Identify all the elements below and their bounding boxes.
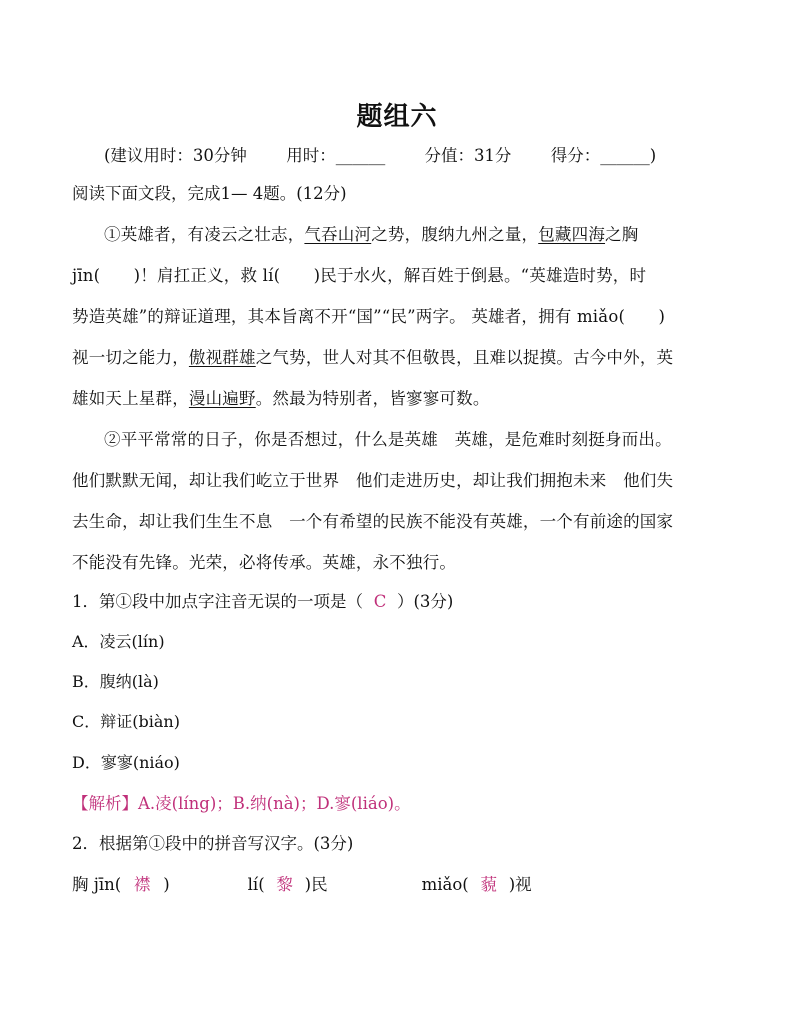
p1-text: 视一切之能力， [72,348,189,367]
page-title: 题组六 [356,102,438,132]
p1-text: 之胸 [605,225,639,244]
p1-line-5 [72,386,490,412]
p2-line-1: ②平平常常的日子，你是否想过，什么是英雄 英雄，是危难时刻挺身而出。 [104,430,672,449]
p1-text: 。然最为特别者，皆寥寥可数。 [255,389,490,408]
q2-c-answer: 藐 [480,875,497,894]
q1-stem-text: 1．第①段中加点字注音无误的一项是（ [72,592,363,611]
q2-answers [72,872,532,898]
q2-b-close: )民 [304,875,328,894]
p1-text: 之势，腹纳九州之量， [371,225,539,244]
underlined-phrase: 包藏四海 [538,225,606,244]
p1-text: 雄如天上星群， [72,389,189,408]
used-time: 用时：______ [286,146,386,165]
suggested-time: (建议用时：30分钟 [104,146,247,165]
p1-line-1 [104,222,638,248]
p1-text: ①英雄者，有凌云之壮志， [104,225,305,244]
meta-info [104,143,656,169]
q2-a-prompt: 胸 jīn( [72,875,122,894]
p2-line-3: 去生命，却让我们生生不息 一个有希望的民族不能没有英雄，一个有前途的国家 [72,512,674,531]
q2-b-answer: 黎 [276,875,293,894]
underlined-phrase: 傲视群雄 [188,348,256,367]
p2-line-2: 他们默默无闻，却让我们屹立于世界 他们走进历史，却让我们拥抱未来 他们失 [72,471,674,490]
q1-stem [72,589,453,615]
q1-option-c: C．辩证(biàn) [72,712,180,731]
q1-analysis [72,791,411,817]
q2-c-prompt: miǎo( [421,875,469,894]
score-obtained: 得分：______) [550,146,657,165]
q1-option-b: B．腹纳(là) [72,672,159,691]
underlined-phrase: 气吞山河 [304,225,372,244]
q2-a-answer: 襟 [133,875,151,894]
p1-line-3: 势造英雄”的辩证道理，其本旨离不开“国”“民”两字。 英雄者，拥有 miǎo( ) [72,307,666,326]
underlined-phrase: 漫山遍野 [188,389,256,408]
p1-line-2: jīn( )！肩扛正义，救 lí( )民于水火，解百姓于倒悬。“英雄造时势，时 [72,266,647,285]
score-value: 分值：31分 [424,146,512,165]
analysis-text: A.凌(líng)；B.纳(nà)；D.寥(liáo)。 [138,794,411,813]
q2-stem: 2．根据第①段中的拼音写汉字。(3分) [72,834,354,853]
p2-line-4: 不能没有先锋。光荣，必将传承。英雄，永不独行。 [72,553,457,572]
q2-a-close: ) [163,875,170,894]
p1-text: 之气势，世人对其不但敬畏，且难以捉摸。古今中外，英 [255,348,674,367]
instruction: 阅读下面文段，完成1— 4题。(12分) [72,184,347,203]
p1-line-4 [72,345,673,371]
q1-stem-text: ）(3分) [397,592,454,611]
q2-b-prompt: lí( [247,875,265,894]
q1-answer: C [373,592,387,611]
analysis-label: 【解析】 [72,794,138,813]
q2-c-close: )视 [508,875,532,894]
q1-option-a: A．凌云(lín) [72,632,165,651]
q1-option-d: D．寥寥(niáo) [72,753,180,772]
